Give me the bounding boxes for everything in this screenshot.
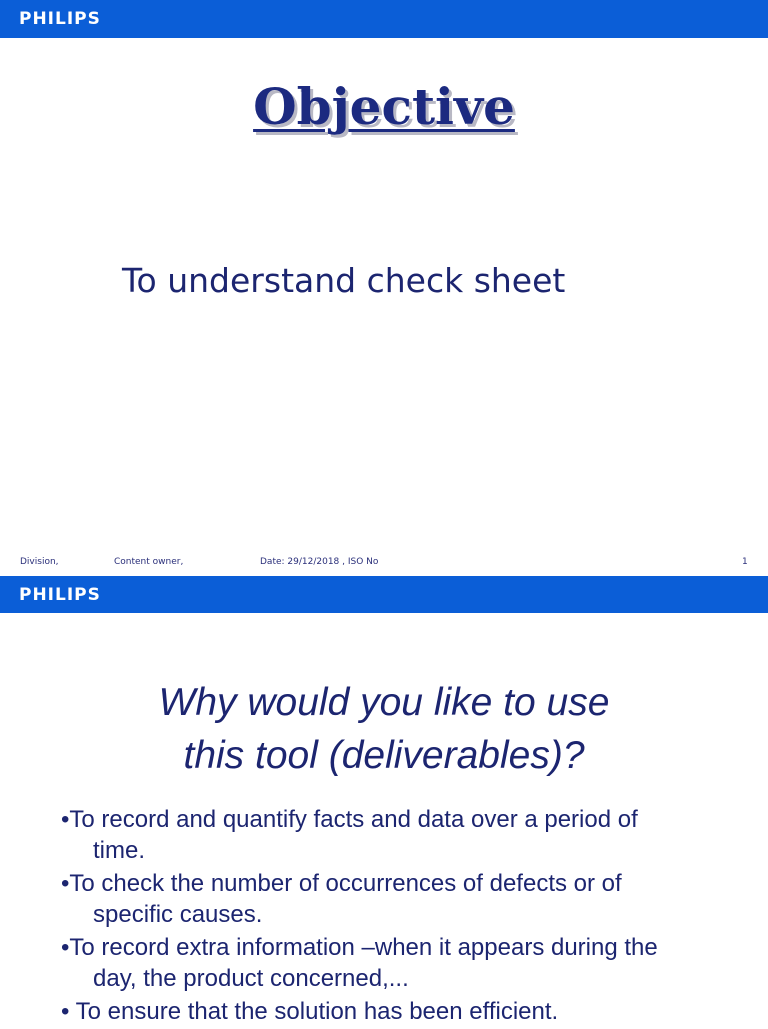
brand-bar [0, 576, 768, 613]
list-item-line-2: time. [93, 837, 146, 864]
philips-logo: PHILIPS [19, 585, 101, 605]
slide-body-text: To understand check sheet [122, 261, 566, 300]
footer-page-number: 1 [742, 557, 748, 567]
list-item-line-1: •To record extra information –when it appears during the [61, 934, 658, 961]
list-item-line-1: • To ensure that the solution has been efficient. [61, 998, 559, 1025]
list-item-line-1: •To record and quantify facts and data over a period of [61, 806, 638, 833]
deliverables-list [61, 804, 741, 1029]
footer-division: Division, [20, 557, 59, 567]
slide-title: Objective [253, 77, 515, 136]
list-item-line-1: •To check the number of occurrences of defects or of [61, 870, 622, 897]
list-item-line-2: day, the product concerned,... [93, 965, 409, 992]
slide-2-title-line-2: this tool (deliverables)? [183, 734, 585, 777]
list-item [61, 804, 741, 866]
list-item [61, 996, 741, 1027]
footer-content-owner: Content owner, [114, 557, 184, 567]
list-item [61, 868, 741, 930]
brand-bar [0, 0, 768, 38]
philips-logo: PHILIPS [19, 9, 101, 29]
slide-2-title [0, 676, 768, 782]
slide-2-title-line-1: Why would you like to use [158, 681, 610, 724]
footer-date: Date: 29/12/2018 , ISO No [260, 557, 379, 567]
list-item-line-2: specific causes. [93, 901, 263, 928]
list-item [61, 932, 741, 994]
